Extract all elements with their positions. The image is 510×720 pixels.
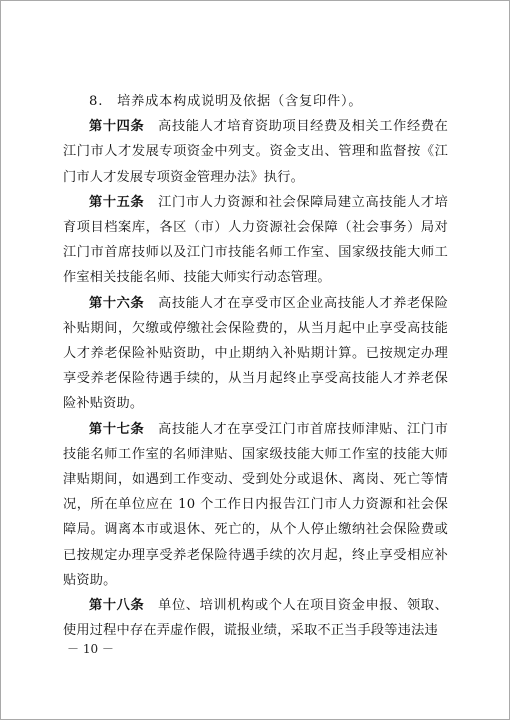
article-text: 江门市人力资源和社会保障局建立高技能人才培育项目档案库，各区（市）人力资源社会保障（社会事务）局对江门市首席技师以及江门市技能名师工作室、国家级技能大师工作室相关技能名师、技能大师实行动态管理。 (63, 194, 448, 286)
article-text: 单位、培训机构或个人在项目资金申报、领取、使用过程中存在弄虚作假，谎报业绩，采取不正当手段等违法违 (63, 598, 448, 639)
article-16 (63, 291, 448, 417)
article-title: 第十六条 (89, 295, 145, 311)
list-item-8: 8. 培养成本构成说明及依据（含复印件）。 (89, 94, 363, 109)
article-14 (63, 114, 448, 190)
document-body (63, 89, 448, 643)
article-title: 第十八条 (89, 598, 145, 614)
article-title: 第十四条 (89, 119, 145, 135)
article-text: 高技能人才培育资助项目经费及相关工作经费在江门市人才发展专项资金中列支。资金支出、管理和监督按《江门市人才发展专项资金管理办法》执行。 (63, 119, 448, 185)
article-17 (63, 417, 448, 593)
article-18 (63, 593, 448, 643)
article-15 (63, 190, 448, 291)
article-title: 第十七条 (89, 421, 145, 437)
article-text: 高技能人才在享受市区企业高技能人才养老保险补贴期间，欠缴或停缴社会保险费的，从当月起中止享受高技能人才养老保险补贴资助，中止期纳入补贴期计算。已按规定办理享受养老保险待遇手续的，从当月起终止享受高技能人才养老保险补贴资助。 (63, 295, 448, 412)
article-text: 高技能人才在享受江门市首席技师津贴、江门市技能名师工作室的名师津贴、国家级技能大师工作室的技能大师津贴期间，如遇到工作变动、受到处分或退休、离岗、死亡等情况，所在单位应在 10 个工作日内报告江门市人力资源和社会保障局。调离本市或退休、死亡的，从个人停止缴纳社会保险费或已按规定办理享受养老保险待遇手续的次月起，终止享受相应补贴资助。 (63, 421, 448, 588)
page-number: － 10 － (67, 642, 114, 656)
article-title: 第十五条 (89, 194, 145, 210)
